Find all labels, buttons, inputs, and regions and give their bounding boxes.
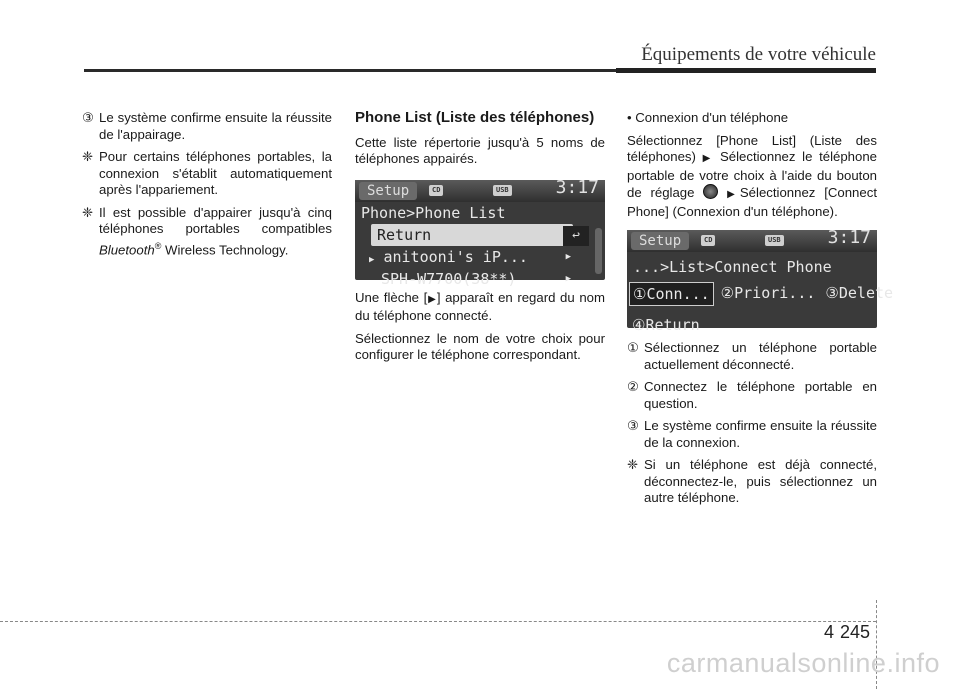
delete-option: ③Delete — [825, 284, 894, 302]
return-row: Return — [371, 224, 573, 246]
note-marker: ❈ — [82, 149, 94, 164]
page-title: Équipements de votre véhicule — [641, 44, 876, 65]
step-marker: ③ — [627, 418, 639, 433]
step-marker: ③ — [82, 110, 94, 125]
page-number — [818, 622, 870, 643]
list-item — [82, 149, 332, 199]
list-item — [627, 457, 877, 507]
item-text: Il est possible d'appairer jusqu'à cinq téléphones portables compatibles — [99, 204, 332, 236]
setup-tab: Setup — [359, 182, 417, 200]
phone-2-chevron-icon: ▶ — [565, 273, 571, 284]
column-2 — [355, 110, 605, 370]
list-item — [82, 110, 332, 143]
item-text: Le système confirme ensuite la réussite de la connexion. — [644, 418, 877, 450]
intro-text: Cette liste répertorie jusqu'à 5 noms de téléphones appairés. — [355, 134, 605, 166]
priority-option: ②Priori... — [720, 284, 816, 302]
list-item — [627, 418, 877, 451]
connect-phone-screen — [627, 227, 894, 334]
arrow-icon: ▶ — [727, 189, 740, 200]
phone-1-arrow-icon: ▶ — [369, 254, 375, 265]
return-icon: ↩ — [563, 226, 589, 246]
arrow-paragraph: Une flèche [▶] apparaît en regard du nom du téléphone connecté. — [355, 289, 605, 323]
clock-display: 3:17 — [555, 176, 599, 198]
return-option: ④Return — [632, 316, 700, 334]
item-text: Sélectionnez un téléphone portable actuellement déconnecté. — [644, 340, 877, 372]
cd-badge: CD — [701, 235, 715, 246]
item-text: Pour certains téléphones portables, la connexion s'établit automatiquement après l'appariement. — [99, 149, 332, 197]
screen-topbar — [355, 176, 605, 202]
option-row — [627, 278, 894, 310]
clock-display: 3:17 — [827, 227, 871, 248]
scrollbar — [595, 228, 602, 274]
step-marker: ② — [627, 379, 639, 394]
arrow-icon: ▶ — [427, 293, 437, 305]
list-item — [82, 205, 332, 259]
footer-rule — [0, 621, 876, 622]
instructions-paragraph: Sélectionnez [Phone List] (Liste des téléphones) ▶ Sélectionnez le téléphone portable de votre choix à l'aide du bouton de réglage ▶Sélectionnez [Connect Phone] (Connexion d'un téléphone). — [627, 132, 877, 219]
section-number: 4 — [823, 622, 834, 642]
list-item — [627, 340, 877, 373]
section-heading: Phone List (Liste des téléphones) — [355, 109, 595, 126]
phone-1-chevron-icon: ▶ — [565, 251, 571, 262]
phone-2-name: SPH-W7700(38**) — [381, 269, 517, 288]
item-text-tail: Wireless Technology. — [161, 241, 289, 257]
item-text: Connectez le téléphone portable en question. — [644, 379, 877, 411]
step-marker: ① — [627, 340, 639, 355]
usb-badge: USB — [765, 235, 784, 246]
list-item — [627, 379, 877, 412]
cd-badge: CD — [429, 185, 443, 196]
registered-mark: ® — [154, 240, 162, 251]
usb-badge: USB — [493, 185, 512, 196]
note-marker: ❈ — [627, 457, 639, 472]
select-paragraph: Sélectionnez le nom de votre choix pour configurer le téléphone correspondant. — [355, 330, 605, 362]
column-3 — [627, 110, 894, 513]
header-rule — [84, 69, 876, 72]
connect-option: ①Conn... — [629, 282, 714, 306]
note-marker: ❈ — [82, 204, 94, 220]
screen-topbar — [627, 227, 877, 252]
setup-tab: Setup — [631, 232, 689, 250]
option-row — [627, 310, 877, 340]
phone-list-screen — [355, 176, 605, 288]
bullet-heading: • Connexion d'un téléphone — [627, 110, 789, 125]
item-text: Le système confirme ensuite la réussite de l'appairage. — [99, 110, 332, 142]
phone-row — [355, 268, 605, 290]
watermark: carmanualsonline.info — [666, 648, 940, 678]
tune-knob-icon — [703, 184, 718, 199]
phone-1-name: anitooni's iP... — [383, 247, 528, 266]
item-text: Si un téléphone est déjà connecté, déconnectez-le, puis sélectionnez un autre téléphone. — [644, 457, 877, 505]
screen-path: ...>List>Connect Phone — [633, 258, 832, 276]
column-1 — [82, 110, 332, 264]
page-count: 245 — [839, 622, 870, 642]
screen-path: Phone>Phone List — [361, 203, 506, 222]
bluetooth-label: Bluetooth — [99, 241, 155, 257]
phone-row — [355, 246, 605, 268]
arrow-icon: ▶ — [702, 153, 714, 164]
